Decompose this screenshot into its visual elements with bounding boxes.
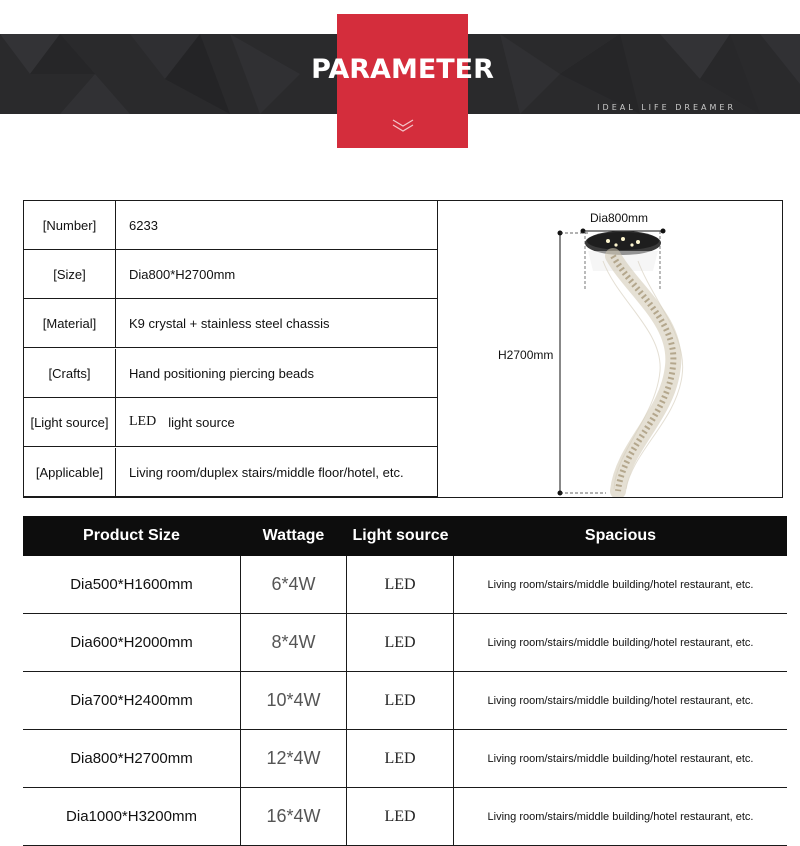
header-spacious: Spacious (584, 527, 657, 544)
light-source-cell: LED (347, 730, 454, 787)
product-size-cell: Dia1000*H3200mm (66, 808, 197, 825)
table-row (23, 672, 787, 730)
wattage-cell: 12*4W (240, 730, 347, 787)
light-source-cell: LED (347, 614, 454, 671)
wattage-cell: 8*4W (240, 614, 347, 671)
spec-label: [Applicable] (24, 448, 116, 496)
product-size-cell: Dia800*H2700mm (70, 750, 193, 767)
spacious-cell: Living room/stairs/middle building/hotel restaurant, etc. (487, 810, 754, 823)
table-row (23, 788, 787, 846)
product-size-table (23, 516, 787, 836)
product-size-cell: Dia700*H2400mm (70, 692, 193, 709)
product-size-cell: Dia500*H1600mm (70, 576, 193, 593)
spec-value: Hand positioning piercing beads (129, 365, 315, 381)
spec-label: [Size] (24, 250, 116, 298)
spec-row-size (24, 250, 437, 299)
header-light-source: Light source (352, 527, 449, 544)
table-header (23, 516, 787, 556)
height-label: H2700mm (498, 348, 554, 362)
spec-value: Living room/duplex stairs/middle floor/hotel, etc. (129, 464, 404, 480)
spec-row-applicable (24, 448, 437, 497)
spec-label: [Light source] (24, 398, 116, 446)
light-source-text: light source (168, 414, 235, 430)
title-block (311, 14, 494, 148)
chandelier-image (438, 201, 783, 497)
spec-row-number (24, 201, 437, 250)
product-size-cell: Dia600*H2000mm (70, 634, 193, 651)
chandelier-diagram (438, 201, 783, 497)
tagline: IDEAL LIFE DREAMER (597, 103, 736, 112)
wattage-cell: 16*4W (240, 788, 347, 845)
spec-value: K9 crystal + stainless steel chassis (129, 315, 330, 331)
spec-row-material (24, 299, 437, 348)
table-row (23, 614, 787, 672)
wattage-cell: 6*4W (240, 556, 347, 613)
double-chevron-down-icon (390, 117, 416, 133)
spec-label: [Material] (24, 299, 116, 347)
light-source-cell: LED (347, 556, 454, 613)
spacious-cell: Living room/stairs/middle building/hotel restaurant, etc. (487, 752, 754, 765)
header-product-size: Product Size (83, 527, 180, 544)
spec-row-crafts (24, 349, 437, 398)
spec-label: [Crafts] (24, 349, 116, 397)
spacious-cell: Living room/stairs/middle building/hotel restaurant, etc. (487, 636, 754, 649)
diameter-label: Dia800mm (590, 211, 649, 225)
spec-value (129, 398, 235, 446)
light-source-cell: LED (347, 672, 454, 729)
spec-value: 6233 (129, 217, 158, 233)
spec-label: [Number] (24, 201, 116, 249)
led-text: LED (129, 414, 157, 429)
light-source-cell: LED (347, 788, 454, 845)
table-row (23, 556, 787, 614)
header-wattage: Wattage (262, 527, 325, 544)
table-row (23, 730, 787, 788)
wattage-cell: 10*4W (240, 672, 347, 729)
spec-table (23, 200, 783, 498)
spacious-cell: Living room/stairs/middle building/hotel restaurant, etc. (487, 578, 754, 591)
spec-value: Dia800*H2700mm (129, 266, 236, 282)
spec-row-light-source (24, 398, 437, 447)
page-title: PARAMETER (311, 54, 494, 85)
spacious-cell: Living room/stairs/middle building/hotel restaurant, etc. (487, 694, 754, 707)
